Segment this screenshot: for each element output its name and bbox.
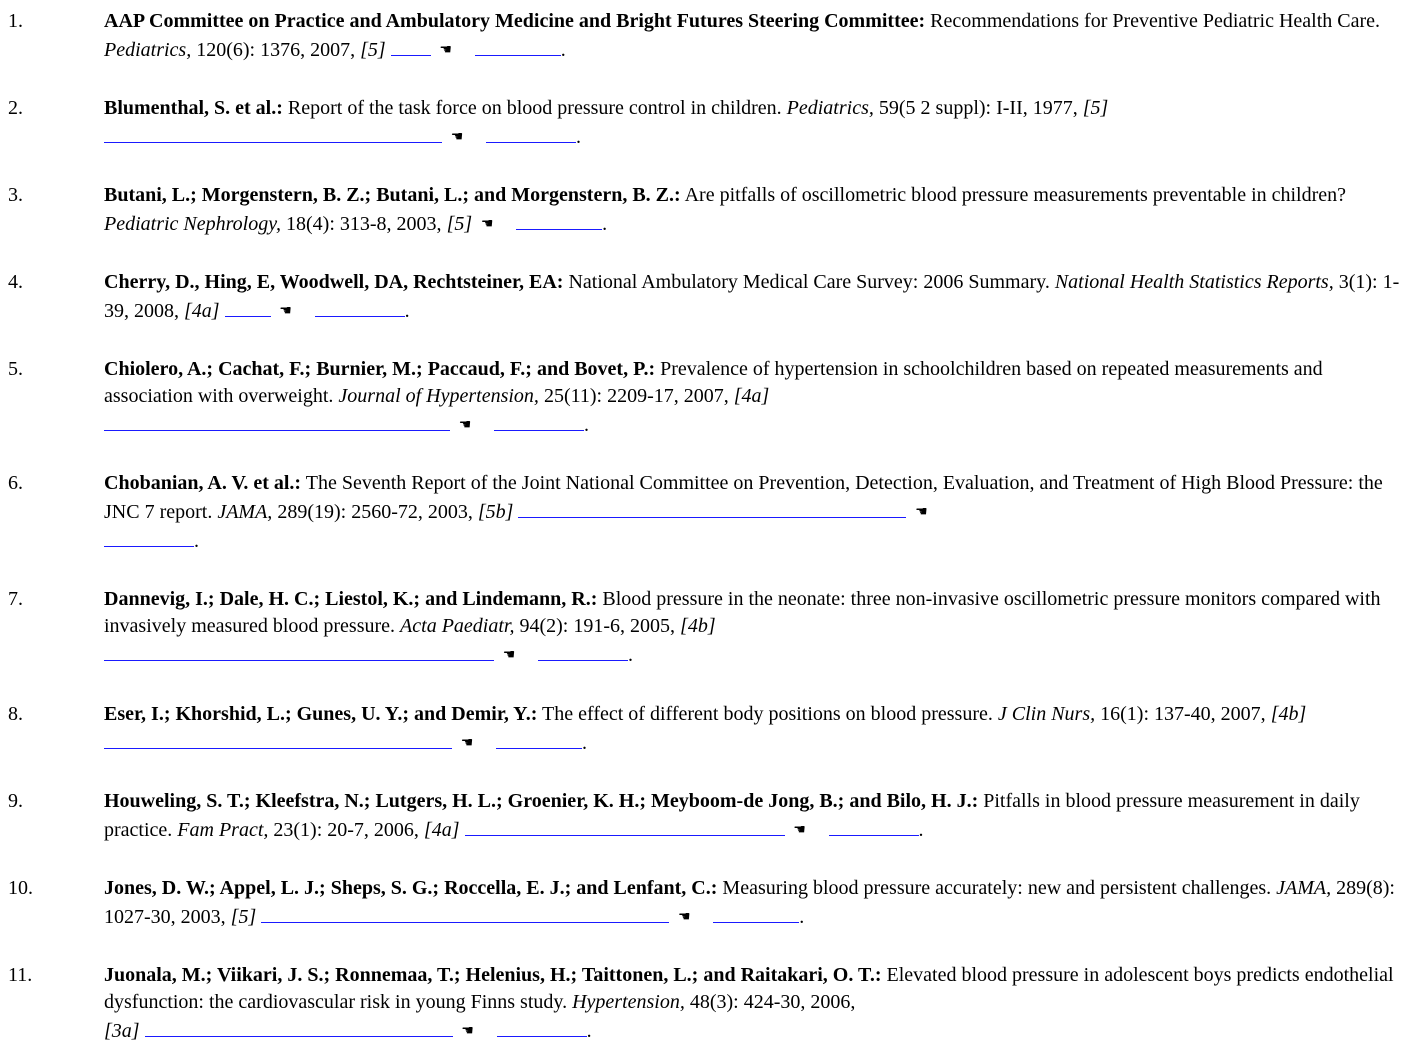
evidence-level: [4a] <box>423 819 460 841</box>
reference-journal: J Clin Nurs, <box>997 703 1096 725</box>
pointing-hand-icon[interactable]: ☚ <box>460 736 474 751</box>
evidence-level: [3a] <box>104 1020 140 1042</box>
pubmed-link[interactable] <box>104 640 494 661</box>
reference-title: The Seventh Report of the Joint National Committee on Prevention, Detection, Evaluation, and Treatment of High Blood Pressure: the JNC 7 report. <box>104 472 1383 523</box>
reference-number: 6. <box>8 472 23 494</box>
reference-citation: 23(1): 20-7, 2006, <box>268 819 424 841</box>
reference-citation: 48(3): 424-30, 2006, <box>684 991 856 1013</box>
pointing-hand-icon[interactable]: ☚ <box>677 910 691 925</box>
reference-title: Pitfalls in blood pressure measurement in daily practice. <box>104 790 1360 841</box>
reference-text: Dannevig, I.; Dale, H. C.; Liestol, K.; and Lindemann, R.: Blood pressure in the neonate: three non-invasive oscillometric pressure monitors compared with invasively measured blood pressure. Acta Paediatr, 94(2): 191-6, 2005, [4b] ☚ . <box>104 586 1404 669</box>
reference-journal: Hypertension, <box>572 991 685 1013</box>
pointing-hand-icon[interactable]: ☚ <box>915 505 928 520</box>
reference-title: Blood pressure in the neonate: three non-invasive oscillometric pressure monitors compared with invasively measured blood pressure. <box>104 588 1381 637</box>
evidence-level: [4b] <box>680 615 716 637</box>
reference-journal: Pediatrics, <box>786 97 874 119</box>
fulltext-link[interactable] <box>538 640 628 661</box>
reference-text: Juonala, M.; Viikari, J. S.; Ronnemaa, T.; Helenius, H.; Taittonen, L.; and Raitakari, O. T.: Elevated blood pressure in adolescent boys predicts endothelial dysfunction: the cardiovascular risk in young Finns study. Hypertension, 48(3): 424-30, 2006, [3a] ☚ . <box>104 962 1404 1045</box>
fulltext-link[interactable] <box>315 296 405 317</box>
pubmed-link[interactable] <box>518 497 906 518</box>
reference-journal: Acta Paediatr, <box>400 615 515 637</box>
reference-journal: Journal of Hypertension, <box>338 385 539 407</box>
reference-text: Cherry, D., Hing, E, Woodwell, DA, Rechtsteiner, EA: National Ambulatory Medical Care Survey: 2006 Summary. National Health Statistics Reports, 3(1): 1-39, 2008, [4a] ☚ . <box>104 269 1404 325</box>
pointing-hand-icon[interactable]: ☚ <box>502 648 516 663</box>
pointing-hand-icon[interactable]: ☚ <box>450 130 464 145</box>
reference-number: 1. <box>8 10 23 32</box>
evidence-level: [4b] <box>1270 703 1307 725</box>
fulltext-link[interactable] <box>496 728 582 749</box>
reference-number: 5. <box>8 358 23 380</box>
reference-text: Chobanian, A. V. et al.: The Seventh Report of the Joint National Committee on Prevention, Detection, Evaluation, and Treatment of High Blood Pressure: the JNC 7 report. JAMA, 289(19): 2560-72, 2003, [5b] ☚ . <box>104 472 1383 552</box>
pointing-hand-icon[interactable]: ☚ <box>793 823 806 838</box>
reference-title: Prevalence of hypertension in schoolchildren based on repeated measurements and association with overweight. <box>104 358 1323 407</box>
reference-citation: 18(4): 313-8, 2003, <box>281 213 447 235</box>
reference-citation: 16(1): 137-40, 2007, <box>1095 703 1271 725</box>
reference-authors: AAP Committee on Practice and Ambulatory Medicine and Bright Futures Steering Committee: <box>104 10 926 32</box>
pointing-hand-icon[interactable]: ☚ <box>439 43 452 58</box>
evidence-level: [5b] <box>477 501 514 523</box>
reference-authors: Chobanian, A. V. et al.: <box>104 472 302 494</box>
reference-journal: Pediatrics, <box>104 39 192 61</box>
reference-text: Blumenthal, S. et al.: Report of the task force on blood pressure control in children. Pediatrics, 59(5 2 suppl): I-II, 1977, [5] ☚ . <box>104 95 1404 151</box>
reference-journal: Fam Pract, <box>177 819 269 841</box>
reference-authors: Jones, D. W.; Appel, L. J.; Sheps, S. G.; Roccella, E. J.; and Lenfant, C.: <box>104 877 718 899</box>
evidence-level: [5] <box>446 213 473 235</box>
pubmed-link[interactable] <box>104 728 452 749</box>
reference-number: 9. <box>8 790 23 812</box>
reference-number: 8. <box>8 703 23 725</box>
reference-text: Butani, L.; Morgenstern, B. Z.; Butani, L.; and Morgenstern, B. Z.: Are pitfalls of oscillometric blood pressure measurements preventable in children? Pediatric Nephrology, 18(4): 313-8, 2003, [5] ☚ . <box>104 182 1404 238</box>
reference-text: Chiolero, A.; Cachat, F.; Burnier, M.; Paccaud, F.; and Bovet, P.: Prevalence of hypertension in schoolchildren based on repeated measurements and association with overweight. Journal of Hypertension, 25(11): 2209-17, 2007, [4a] ☚ . <box>104 356 1404 439</box>
reference-journal: JAMA, <box>1276 877 1332 899</box>
pubmed-link[interactable] <box>261 902 669 923</box>
reference-citation: 94(2): 191-6, 2005, <box>514 615 681 637</box>
reference-citation: 59(5 2 suppl): I-II, 1977, <box>873 97 1083 119</box>
reference-title: Elevated blood pressure in adolescent boys predicts endothelial dysfunction: the cardiovascular risk in young Finns study. <box>104 964 1394 1013</box>
fulltext-link[interactable] <box>829 815 919 836</box>
evidence-level: [5] <box>1082 97 1109 119</box>
evidence-level: [4a] <box>733 385 770 407</box>
pointing-hand-icon[interactable]: ☚ <box>279 304 292 319</box>
pubmed-link[interactable] <box>465 815 785 836</box>
reference-text: Jones, D. W.; Appel, L. J.; Sheps, S. G.; Roccella, E. J.; and Lenfant, C.: Measuring blood pressure accurately: new and persistent challenges. JAMA, 289(8): 1027-30, 2003, [5] ☚ . <box>104 875 1404 931</box>
reference-number: 3. <box>8 184 23 206</box>
fulltext-link[interactable] <box>486 122 576 143</box>
reference-journal: National Health Statistics Reports, <box>1054 271 1334 293</box>
fulltext-link[interactable] <box>516 209 602 230</box>
fulltext-link[interactable] <box>713 902 799 923</box>
pubmed-link[interactable] <box>391 35 431 56</box>
reference-number: 11. <box>8 964 33 986</box>
reference-title: Report of the task force on blood pressure control in children. <box>282 97 787 119</box>
fulltext-link[interactable] <box>475 35 561 56</box>
reference-authors: Chiolero, A.; Cachat, F.; Burnier, M.; Paccaud, F.; and Bovet, P.: <box>104 358 656 380</box>
pubmed-link[interactable] <box>104 410 450 431</box>
evidence-level: [5] <box>360 39 386 61</box>
reference-authors: Dannevig, I.; Dale, H. C.; Liestol, K.; and Lindemann, R.: <box>104 588 598 610</box>
pubmed-link[interactable] <box>225 296 271 317</box>
reference-authors: Houweling, S. T.; Kleefstra, N.; Lutgers, H. L.; Groenier, K. H.; Meyboom-de Jong, B.; and Bilo, H. J.: <box>104 790 979 812</box>
reference-citation: 289(8): 1027-30, 2003, <box>104 877 1395 928</box>
pubmed-link[interactable] <box>145 1016 453 1037</box>
reference-title: National Ambulatory Medical Care Survey: 2006 Summary. <box>563 271 1055 293</box>
evidence-level: [4a] <box>184 300 220 322</box>
reference-title: Recommendations for Preventive Pediatric Health Care. <box>925 10 1381 32</box>
reference-authors: Blumenthal, S. et al.: <box>104 97 283 119</box>
reference-authors: Eser, I.; Khorshid, L.; Gunes, U. Y.; and Demir, Y.: <box>104 703 538 725</box>
reference-journal: Pediatric Nephrology, <box>104 213 282 235</box>
fulltext-link[interactable] <box>104 526 194 547</box>
pointing-hand-icon[interactable]: ☚ <box>458 418 472 433</box>
reference-number: 4. <box>8 271 23 293</box>
reference-citation: 25(11): 2209-17, 2007, <box>538 385 734 407</box>
reference-citation: 120(6): 1376, 2007, <box>191 39 361 61</box>
reference-authors: Cherry, D., Hing, E, Woodwell, DA, Rechtsteiner, EA: <box>104 271 564 293</box>
reference-text: Houweling, S. T.; Kleefstra, N.; Lutgers, H. L.; Groenier, K. H.; Meyboom-de Jong, B.; and Bilo, H. J.: Pitfalls in blood pressure measurement in daily practice. Fam Pract, 23(1): 20-7, 2006, [4a] ☚ . <box>104 788 1404 844</box>
fulltext-link[interactable] <box>497 1016 587 1037</box>
reference-title: Are pitfalls of oscillometric blood pressure measurements preventable in children? <box>680 184 1347 206</box>
pubmed-link[interactable] <box>104 122 442 143</box>
pointing-hand-icon[interactable]: ☚ <box>480 217 494 232</box>
reference-authors: Butani, L.; Morgenstern, B. Z.; Butani, L.; and Morgenstern, B. Z.: <box>104 184 681 206</box>
reference-number: 2. <box>8 97 23 119</box>
reference-title: The effect of different body positions on blood pressure. <box>537 703 998 725</box>
reference-title: Measuring blood pressure accurately: new and persistent challenges. <box>717 877 1277 899</box>
pointing-hand-icon[interactable]: ☚ <box>461 1024 474 1039</box>
reference-citation: 289(19): 2560-72, 2003, <box>272 501 478 523</box>
reference-text: AAP Committee on Practice and Ambulatory Medicine and Bright Futures Steering Committee: Recommendations for Preventive Pediatric Health Care. Pediatrics, 120(6): 1376, 2007, [5] ☚ . <box>104 8 1404 64</box>
reference-number: 7. <box>8 588 23 610</box>
reference-citation: 3(1): 1-39, 2008, <box>104 271 1400 322</box>
reference-journal: JAMA, <box>217 501 273 523</box>
reference-number: 10. <box>8 877 33 899</box>
reference-authors: Juonala, M.; Viikari, J. S.; Ronnemaa, T.; Helenius, H.; Taittonen, L.; and Raitakari, O. T.: <box>104 964 882 986</box>
fulltext-link[interactable] <box>494 410 584 431</box>
reference-text: Eser, I.; Khorshid, L.; Gunes, U. Y.; and Demir, Y.: The effect of different body positions on blood pressure. J Clin Nurs, 16(1): 137-40, 2007, [4b] ☚ . <box>104 701 1404 757</box>
evidence-level: [5] <box>230 906 257 928</box>
